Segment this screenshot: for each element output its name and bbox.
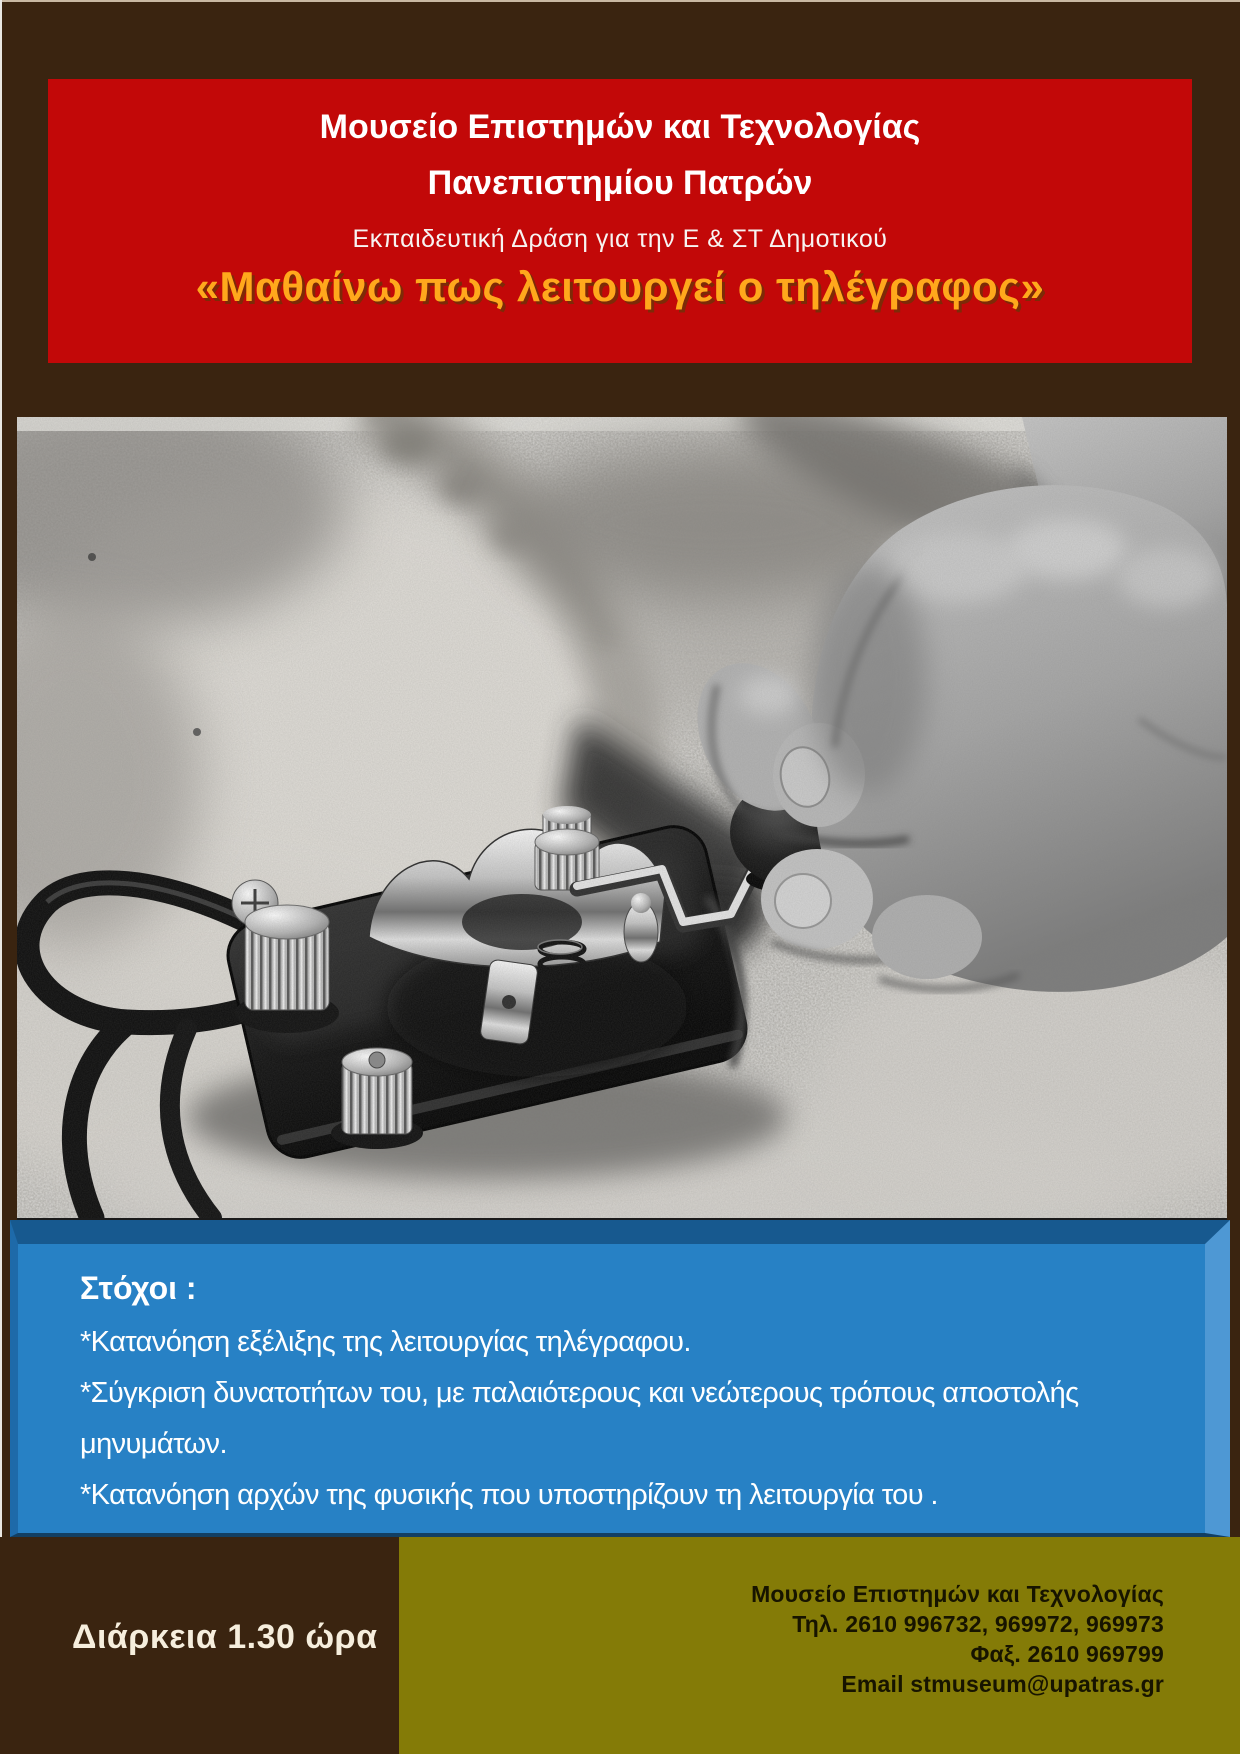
goal-line-2-cont: μηνυμάτων. (80, 1428, 227, 1460)
goal-line-2: *Σύγκριση δυνατοτήτων του, με παλαιότερους και νεώτερους τρόπους αποστολής (80, 1377, 1079, 1409)
contact-email: Email stmuseum@upatras.gr (841, 1671, 1164, 1697)
goal-line-3: *Κατανόηση αρχών της φυσικής που υποστηρίζουν τη λειτουργία του . (80, 1479, 938, 1511)
goals-heading: Στόχοι : (80, 1270, 197, 1306)
goal-line-1: *Κατανόηση εξέλιξης της λειτουργίας τηλέγραφου. (80, 1326, 691, 1358)
museum-name-line1: Μουσείο Επιστημών και Τεχνολογίας (319, 108, 921, 146)
header-subtitle: Εκπαιδευτική Δράση για την Ε & ΣΤ Δημοτικού (352, 225, 888, 253)
contact-panel (399, 1537, 1240, 1754)
page-left-border (0, 0, 2, 1537)
header-banner (48, 79, 1192, 363)
duration-label: Διάρκεια 1.30 ώρα (72, 1618, 378, 1656)
contact-museum-name: Μουσείο Επιστημών και Τεχνολογίας (751, 1581, 1164, 1607)
film-grain (17, 417, 1227, 1218)
goals-panel (10, 1220, 1230, 1537)
goals-content (18, 1244, 1205, 1521)
contact-fax: Φαξ. 2610 969799 (970, 1641, 1164, 1667)
page-top-border (0, 0, 1240, 2)
telegraph-photo (17, 417, 1227, 1221)
telegraph-photo-art (17, 417, 1227, 1218)
museum-name-line2: Πανεπιστημίου Πατρών (427, 164, 813, 202)
activity-title: «Μαθαίνω πως λειτουργεί ο τηλέγραφος» (195, 263, 1045, 310)
contact-phone: Τηλ. 2610 996732, 969972, 969973 (792, 1611, 1164, 1637)
